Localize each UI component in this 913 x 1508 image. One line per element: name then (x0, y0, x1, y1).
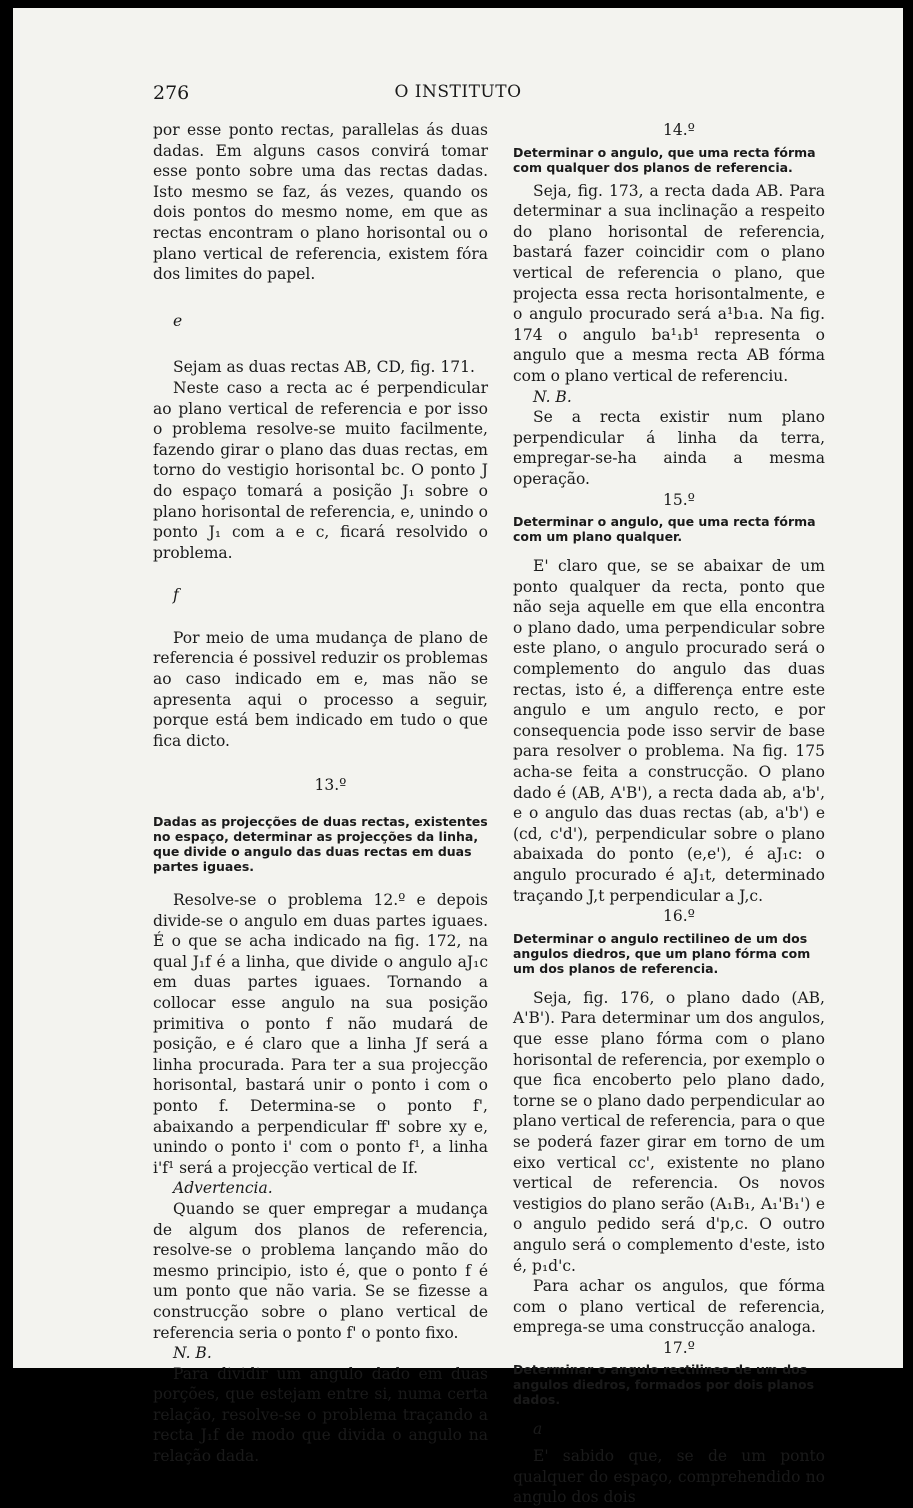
paragraph: Por meio de uma mudança de plano de referencia é possivel reduzir os problemas ao caso indicado em e, mas não se apresenta aqui o processo a seguir, porque está bem indicado em tudo o que fica dicto. (153, 628, 488, 750)
section-letter: f (173, 586, 179, 605)
paragraph: Resolve-se o problema 12.º e depois divide-se o angulo em duas partes iguaes. É o que se acha indicado na fig. 172, na qual J₁f é a linha, que divide o angulo aJ₁c em duas partes iguaes. Tornando a collocar esse angulo na sua posição primitiva o ponto f não mudará de posição, e é claro que a linha Jf será a linha procurada. Para ter a sua projecção horisontal, bastará unir o ponto i com o ponto f. Determina-se o ponto f', abaixando a perpendicular ff' sobre xy e, unindo o ponto i' com o ponto f¹, a linha i'f¹ será a projecção vertical de If. (153, 891, 488, 1177)
paragraph: Sejam as duas rectas AB, CD, fig. 171. (173, 358, 475, 377)
section-title: Determinar o angulo, que uma recta fórma com qualquer dos planos de referencia. (513, 144, 816, 175)
paragraph: Quando se quer empregar a mudança de algum dos planos de referencia, resolve-se o problema lançando mão do mesmo principio, isto é, que o ponto f é um ponto que não varia. Se se fizesse a construcção sobre o plano vertical de referencia seria o ponto f' o ponto fixo. (153, 1199, 488, 1342)
paragraph: por esse ponto rectas, parallelas ás duas dadas. Em alguns casos convirá tomar esse ponto sobre uma das rectas dadas. Isto mesmo se faz, ás vezes, quando os dois pontos do mesmo nome, em que as rectas encontram o plano horisontal ou o plano vertical de referencia, existem fóra dos limites do papel. (153, 121, 488, 284)
page (13, 8, 903, 1507)
paragraph: Neste caso a recta ac é perpendicular ao plano vertical de referencia e por isso o problema resolve-se muito facilmente, fazendo girar o plano das duas rectas, em torno do vestigio horisontal bc. O ponto J do espaço tomará a posição J₁ sobre o plano horisontal de referencia, e, unindo o ponto J₁ com a e c, ficará resolvido o problema. (153, 378, 488, 562)
running-head: O INSTITUTO (394, 82, 522, 102)
left-column (153, 120, 488, 1467)
right-column (513, 120, 825, 1508)
paragraph: Seja, fig. 173, a recta dada AB. Para determinar a sua inclinação a respeito do plano horisontal de referencia, bastará fazer coincidir com o plano vertical de referencia o plano, que projecta essa recta horisontalmente, e o angulo procurado será a¹b₁a. Na fig. 174 o angulo ba¹₁b¹ representa o angulo que a mesma recta AB fórma com o plano vertical de referenciu. (513, 181, 825, 385)
nb-label: N. B. (173, 1344, 212, 1363)
advertencia-label: Advertencia. (173, 1179, 273, 1198)
paragraph: Se a recta existir num plano perpendicular á linha da terra, empregar-se-ha ainda a mesma operação. (513, 408, 825, 488)
paragraph: Para achar os angulos, que fórma com o plano vertical de referencia, emprega-se uma construcção analoga. (513, 1277, 825, 1337)
section-number: 14.º (663, 121, 695, 139)
nb-label: N. B. (533, 387, 572, 406)
section-number: 15.º (663, 490, 695, 509)
section-number: 17.º (663, 1338, 695, 1357)
paragraph: E' sabido que, se de um ponto qualquer do espaço, comprehendido no angulo dos dois (513, 1447, 825, 1507)
section-number: 16.º (663, 907, 695, 926)
paragraph: Para dividir um angulo dado em duas porções, que estejam entre si, numa certa relação, resolve-se o problema traçando a recta J₁f de modo que divida o angulo na relação dada. (153, 1364, 488, 1466)
section-title: Dadas as projecções de duas rectas, existentes no espaço, determinar as projecções da linha, que divide o angulo das duas rectas em duas partes iguaes. (153, 814, 488, 875)
paragraph: E' claro que, se se abaixar de um ponto qualquer da recta, ponto que não seja aquelle em que ella encontra o plano dado, uma perpendicular sobre este plano, o angulo procurado será o complemento do angulo das duas rectas, isto é, a differença entre este angulo e um angulo recto, e por consequencia pode isso servir de base para resolver o problema. Na fig. 175 acha-se feita a construcção. O plano dado é (AB, A'B'), a recta dada ab, a'b', e o angulo das duas rectas (ab, a'b') e (cd, c'd'), perpendicular sobre o plano abaixada do ponto (e,e'), é aJ₁c: o angulo procurado é aJ₁t, determinado traçando J,t perpendicular a J,c. (513, 557, 825, 905)
section-title: Determinar o angulo rectilineo de um dos angulos diedros, formados por dois planos dados. (513, 1362, 815, 1408)
section-title: Determinar o angulo, que uma recta fórma com um plano qualquer. (513, 514, 816, 545)
section-number: 13.º (314, 776, 347, 795)
section-letter: a (533, 1420, 543, 1439)
page-number: 276 (153, 82, 190, 104)
paragraph: Seja, fig. 176, o plano dado (AB, A'B'). Para determinar um dos angulos, que esse plano fórma com o plano horisontal de referencia, por exemplo o que fica encoberto pelo plano dado, torne se o plano dado perpendicular ao plano vertical de referencia, para o que se poderá fazer girar em torno de um eixo vertical cc', existente no plano vertical de referencia. Os novos vestigios do plano serão (A₁B₁, A₁'B₁') e o angulo pedido será d'p,c. O outro angulo será o complemento d'este, isto é, p₁d'c. (513, 988, 825, 1275)
section-letter: e (173, 311, 183, 330)
page-header (13, 78, 903, 108)
section-title: Determinar o angulo rectilineo de um dos angulos diedros, que um plano fórma com um dos planos de referencia. (513, 930, 811, 976)
